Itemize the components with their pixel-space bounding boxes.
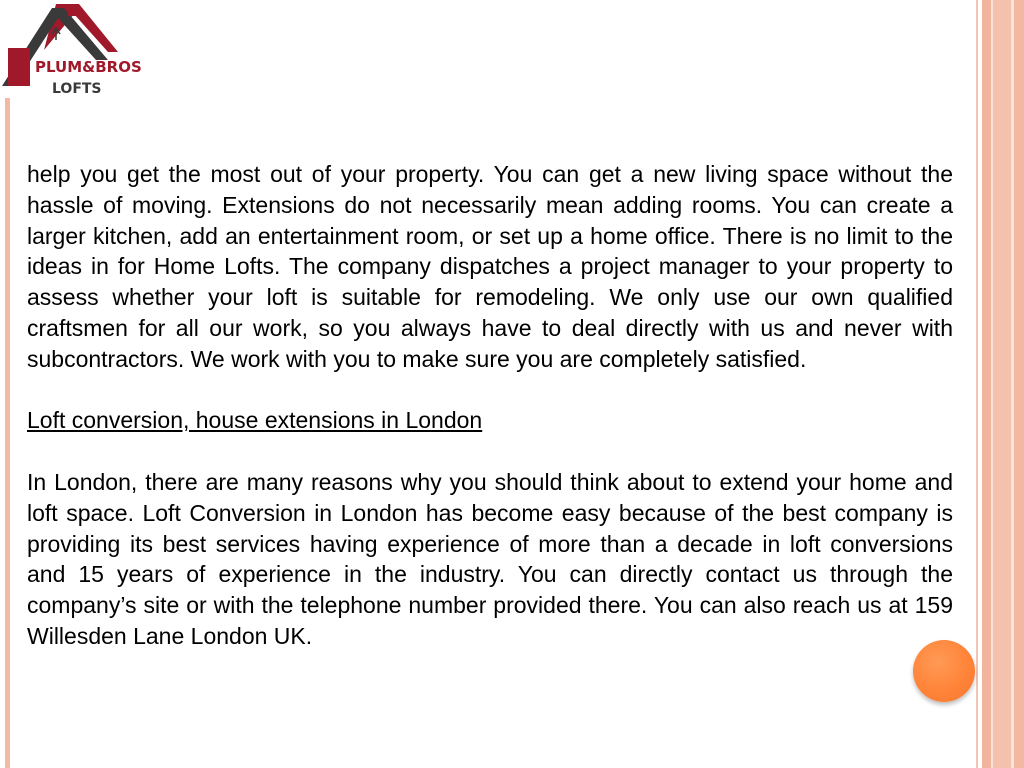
logo-text-line1: PLUM&BROS (35, 58, 142, 76)
stripe (993, 0, 1011, 768)
stripe (1014, 0, 1024, 768)
intro-paragraph: help you get the most out of your property. You can get a new living space without the hassle of moving. Extensions do not necessarily mean adding rooms. You can create a larger kitchen, add an entertainment room, or set up a home office. There is no limit to the ideas in for Home Lofts. The company dispatches a project manager to your property to assess whether your loft is suitable for remodeling. We only use our own qualified craftsmen for all our work, so you always have to deal directly with us and never with subcontractors. We work with you to make sure you are completely satisfied. (27, 161, 953, 372)
stripe (982, 0, 991, 768)
orange-circle-button[interactable] (913, 640, 975, 702)
left-accent-rule (5, 98, 10, 768)
logo-roof-icon (0, 0, 142, 100)
london-paragraph: In London, there are many reasons why you should think about to extend your home and loft space. Loft Conversion in London has become easy because of the best company is providing its best services having experience of more than a decade in loft conversions and 15 years of experience in the industry. You can directly contact us through the company’s site or with the telephone number provided there. You can also reach us at 159 Willesden Lane London UK. (27, 468, 953, 649)
stripe (976, 0, 978, 768)
logo-text-line2: LOFTS (52, 81, 102, 97)
company-logo (0, 0, 142, 100)
right-decorative-stripes (976, 0, 1024, 768)
paragraph-spacer (27, 375, 953, 406)
section-heading-link[interactable]: Loft conversion, house extensions in London (27, 407, 483, 434)
paragraph-spacer (27, 436, 953, 467)
document-body (27, 159, 953, 652)
